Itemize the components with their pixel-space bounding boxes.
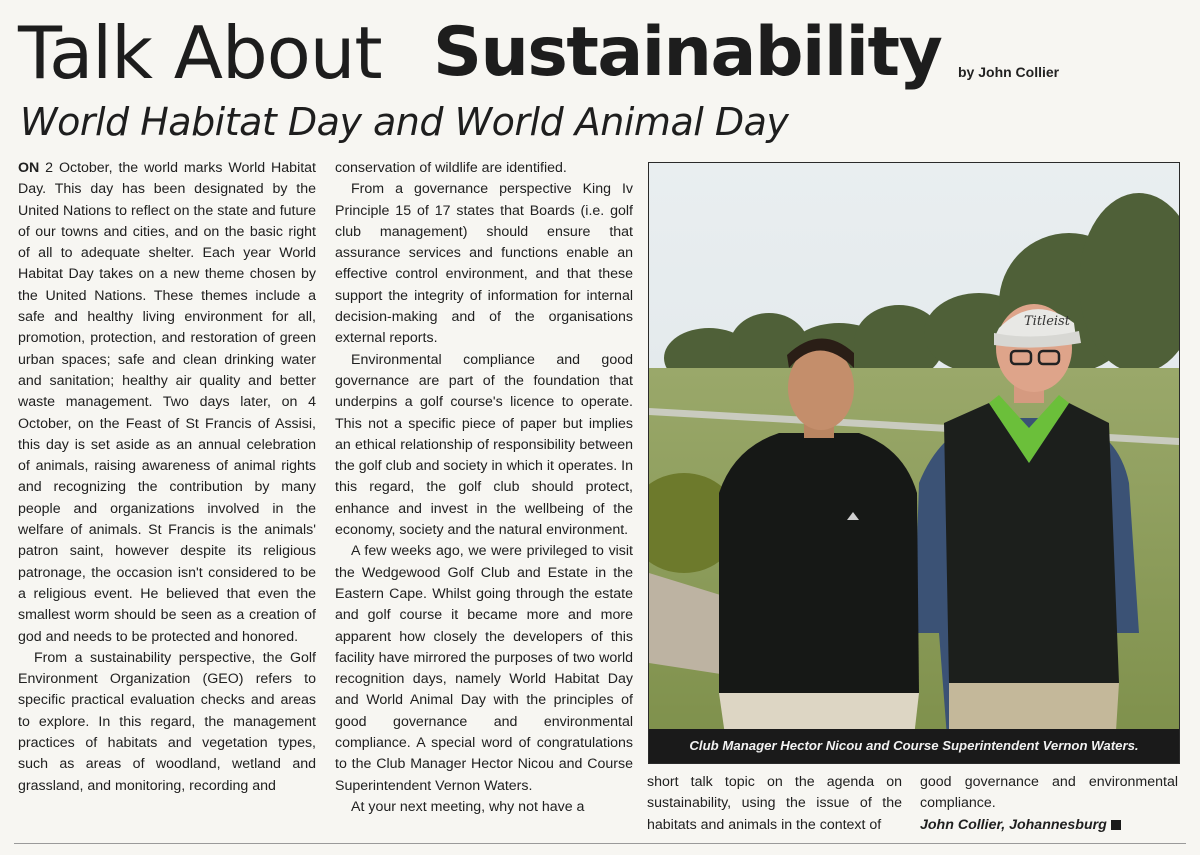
paragraph: A few weeks ago, we were privileged to visit the Wedgewood Golf Club and Estate in the Eastern Cape. Whilst going through the estate and golf course it became more and more apparent how closely the developers of this facility have mirrored the purposes of two world recognition days, namely World Habitat Day and World Animal Day with the principles of good governance and environmental compliance. A special word of congratulations to the Club Manager Hector Nicou and Course Superintendent Vernon Waters. [335,543,633,794]
paragraph: From a sustainability perspective, the Golf Environment Organization (GEO) refers to specific practical evaluation checks and areas to explore. In this regard, the management practices of habitats and vegetation types, such as areas of woodland, wetland and grassland, and monitoring, recording and [18,649,316,794]
paragraph: short talk topic on the agenda on sustainability, using the issue of the habitats and animals in the context of [647,774,902,833]
title-bold: Sustainability [433,13,942,92]
article-subtitle: World Habitat Day and World Animal Day [20,100,789,144]
paragraph: conservation of wildlife are identified. [335,160,567,176]
paragraph: Environmental compliance and good governance are part of the foundation that underpins a golf course's licence to operate. This not a specific piece of paper but implies an ethical relationship of responsibility between the golf club and society in which it operates. In this regard, the golf club should protect, enhance and invest in the wellbeing of the economy, society and the natural environment. [335,351,633,539]
signoff: John Collier, Johannesburg [920,816,1107,833]
lead-word: ON [18,160,40,176]
signoff-line [920,815,1178,836]
column-1 [18,158,316,797]
column-4 [920,772,1178,836]
masthead [18,8,1178,98]
photo-illustration [649,163,1179,763]
paragraph-text: 2 October, the world marks World Habitat Day. This day has been designated by the United Nations to reflect on the state and future of our towns and cities, and on the basic right of all to adequate shelter. Each year World Habitat Day takes on a new theme chosen by the United Nations. These themes include a safe and healthy living environment for all, promotion, protection, and restoration of green urban spaces; safe and clean drinking water and sanitation; healthy air quality and better waste management. Two days later, on 4 October, on the Feast of St Francis of Assisi, this day is set aside as an annual celebration of animals, raising awareness of animal rights and recognizing the contribution by many people and organizations involved in the welfare of animals. St Francis is the animals' patron saint, however despite its religious patronage, the occasion isn't considered to be a religious event. He believed that even the smallest worm should be seen as a creation of god and needs to be protected and honored. [18,160,316,645]
photo-caption: Club Manager Hector Nicou and Course Superintendent Vernon Waters. [649,729,1179,763]
cap-logo: Titleist [1024,314,1070,329]
column-3 [647,772,902,836]
paragraph: good governance and environmental compliance. [920,774,1178,812]
paragraph: At your next meeting, why not have a [351,798,585,815]
end-mark-icon [1111,820,1121,830]
bottom-rule [14,843,1186,844]
column-2 [335,158,633,818]
byline: by John Collier [958,64,1060,80]
article-photo [648,162,1180,764]
paragraph [18,158,316,648]
paragraph: From a governance perspective King Iv Principle 15 of 17 states that Boards (i.e. golf club management) should ensure that assurance services and functions enable an effective control environment, and that these support the integrity of information for internal decision-making and of the organisations external reports. [335,181,633,347]
title-light: Talk About [18,11,382,95]
